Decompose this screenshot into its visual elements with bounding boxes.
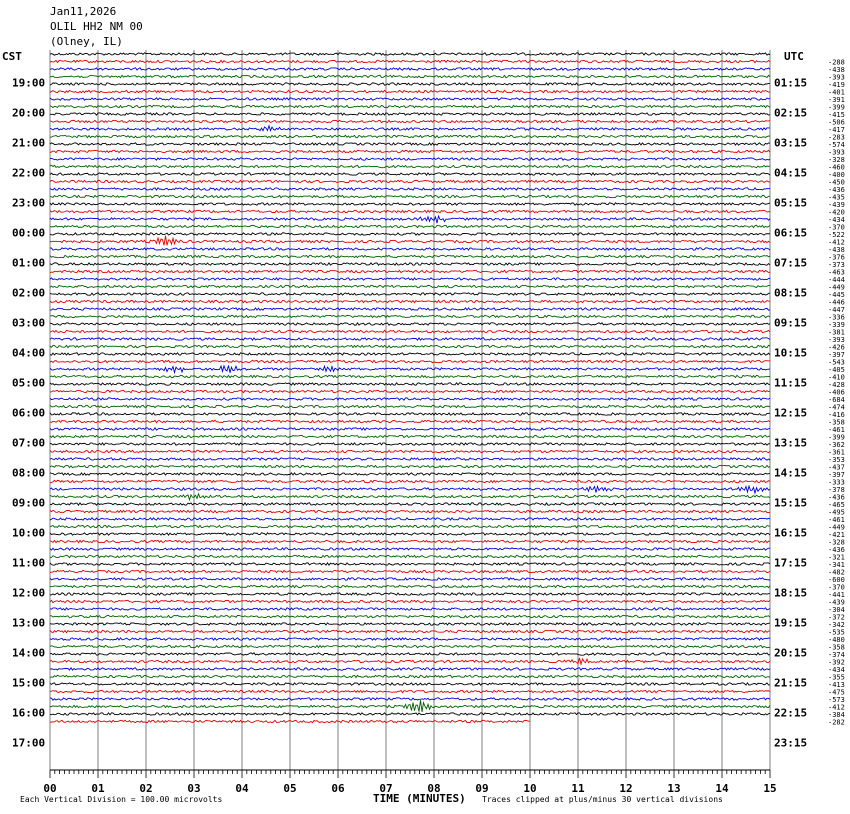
- trace-line: [50, 585, 770, 587]
- trace-value: -444: [828, 276, 845, 284]
- trace-value: -353: [828, 456, 845, 464]
- utc-hour-label: 17:15: [774, 556, 808, 570]
- utc-hour-label: 01:15: [774, 76, 808, 90]
- x-tick-label: 11: [571, 782, 585, 795]
- trace-value: -358: [828, 643, 845, 652]
- trace-line: [50, 675, 770, 677]
- x-tick-label: 02: [139, 782, 153, 795]
- trace-line: [50, 236, 770, 246]
- trace-line: [50, 623, 770, 625]
- trace-value: -419: [828, 81, 845, 89]
- trace-value: -399: [828, 103, 845, 112]
- trace-value: -372: [828, 613, 845, 622]
- trace-line: [50, 165, 770, 167]
- header-date: Jan11,2026: [50, 5, 117, 18]
- trace-line: [50, 450, 770, 452]
- trace-line: [50, 563, 770, 565]
- header-station: OLIL HH2 NM 00: [50, 20, 143, 33]
- trace-value: -684: [828, 396, 845, 404]
- trace-value: -417: [828, 126, 845, 134]
- utc-label: UTC: [784, 50, 804, 63]
- x-tick-label: 01: [91, 782, 105, 795]
- utc-hour-label: 12:15: [774, 406, 808, 420]
- cst-hour-label: 02:00: [12, 286, 46, 300]
- trace-line: [50, 285, 770, 287]
- utc-hour-label: 21:15: [774, 676, 808, 690]
- trace-value: -339: [828, 321, 845, 329]
- cst-hour-label: 20:00: [12, 106, 46, 120]
- trace-line: [50, 600, 770, 602]
- trace-line: [50, 210, 770, 212]
- trace-line: [50, 533, 770, 535]
- utc-hour-label: 08:15: [774, 286, 808, 300]
- trace-value: -393: [828, 148, 845, 157]
- trace-line: [50, 555, 770, 557]
- trace-value: -506: [828, 118, 845, 127]
- trace-value: -370: [828, 223, 845, 232]
- cst-hour-label: 19:00: [12, 76, 46, 90]
- trace-line: [50, 486, 770, 493]
- trace-value: -438: [828, 66, 845, 74]
- trace-value: -400: [828, 171, 845, 179]
- trace-value: -392: [828, 658, 845, 667]
- trace-line: [50, 465, 770, 467]
- cst-hour-label: 16:00: [12, 706, 46, 720]
- trace-line: [50, 398, 770, 400]
- utc-hour-label: 05:15: [774, 196, 808, 210]
- trace-line: [50, 323, 770, 325]
- utc-hour-label: 13:15: [774, 436, 808, 450]
- trace-value: -397: [828, 471, 845, 479]
- trace-value: -600: [828, 576, 845, 584]
- x-tick-label: 10: [523, 782, 537, 795]
- trace-line: [50, 360, 770, 362]
- trace-line: [50, 683, 770, 685]
- trace-value: -438: [828, 246, 845, 254]
- trace-line: [50, 458, 770, 460]
- cst-hour-label: 21:00: [12, 136, 46, 150]
- trace-value: -436: [828, 186, 845, 194]
- trace-value: -370: [828, 583, 845, 592]
- trace-line: [50, 510, 770, 512]
- utc-hour-label: 11:15: [774, 376, 808, 390]
- trace-line: [50, 158, 770, 160]
- trace-line: [50, 390, 770, 392]
- trace-value: -328: [828, 538, 845, 547]
- trace-value: -412: [828, 238, 845, 247]
- scale-note: Each Vertical Division = 100.00 microvolts: [20, 795, 223, 804]
- x-tick-label: 12: [619, 782, 633, 795]
- clip-note: Traces clipped at plus/minus 30 vertical divisions: [482, 795, 723, 804]
- trace-value: -449: [828, 283, 845, 292]
- cst-hour-label: 05:00: [12, 376, 46, 390]
- cst-hour-label: 09:00: [12, 496, 46, 510]
- trace-value: -405: [828, 366, 845, 374]
- trace-value: -406: [828, 388, 845, 397]
- trace-line: [50, 658, 770, 664]
- trace-value: -474: [828, 403, 845, 412]
- trace-value: -460: [828, 163, 845, 172]
- trace-value: -461: [828, 516, 845, 524]
- trace-line: [50, 113, 770, 115]
- trace-value: -374: [828, 651, 845, 659]
- utc-hour-label: 04:15: [774, 166, 808, 180]
- x-tick-label: 13: [667, 782, 681, 795]
- trace-value: -412: [828, 703, 845, 712]
- trace-line: [50, 405, 770, 407]
- trace-value: -435: [828, 193, 845, 202]
- cst-hour-label: 07:00: [12, 436, 46, 450]
- cst-hour-label: 14:00: [12, 646, 46, 660]
- trace-line: [50, 308, 770, 310]
- trace-line: [50, 700, 770, 712]
- x-tick-label: 08: [427, 782, 441, 795]
- trace-value: -574: [828, 141, 845, 149]
- trace-value: -288: [828, 58, 845, 67]
- cst-hour-label: 11:00: [12, 556, 46, 570]
- cst-hour-label: 03:00: [12, 316, 46, 330]
- trace-line: [50, 150, 770, 152]
- trace-line: [50, 203, 770, 205]
- trace-line: [50, 143, 770, 145]
- trace-value: -437: [828, 463, 845, 472]
- trace-line: [50, 503, 770, 505]
- trace-value: -397: [828, 351, 845, 359]
- trace-value: -463: [828, 268, 845, 277]
- trace-value: -426: [828, 343, 845, 352]
- trace-line: [50, 645, 770, 647]
- trace-value: -436: [828, 493, 845, 502]
- trace-line: [50, 615, 770, 617]
- trace-value: -362: [828, 441, 845, 449]
- trace-line: [50, 270, 770, 272]
- x-tick-label: 00: [43, 782, 57, 795]
- trace-line: [50, 248, 770, 250]
- trace-value: -381: [828, 328, 845, 337]
- trace-value: -441: [828, 591, 845, 599]
- trace-line: [50, 120, 770, 122]
- trace-line: [50, 525, 770, 527]
- trace-line: [50, 383, 770, 385]
- trace-value: -434: [828, 216, 845, 224]
- trace-line: [50, 83, 770, 85]
- trace-line: [50, 315, 770, 317]
- utc-hour-label: 10:15: [774, 346, 808, 360]
- trace-line: [50, 593, 770, 595]
- trace-line: [50, 75, 770, 77]
- trace-line: [50, 428, 770, 430]
- trace-value: -358: [828, 418, 845, 427]
- utc-hour-label: 09:15: [774, 316, 808, 330]
- trace-line: [50, 188, 770, 190]
- header-location: (Olney, IL): [50, 35, 123, 48]
- xaxis-title: TIME (MINUTES): [373, 792, 466, 805]
- utc-hour-label: 14:15: [774, 466, 808, 480]
- trace-line: [50, 98, 770, 100]
- trace-value: -399: [828, 433, 845, 442]
- trace-line: [50, 225, 770, 227]
- utc-hour-label: 15:15: [774, 496, 808, 510]
- trace-line: [50, 126, 770, 131]
- trace-value: -373: [828, 261, 845, 269]
- trace-line: [50, 366, 770, 373]
- trace-value: -543: [828, 358, 845, 367]
- cst-hour-label: 13:00: [12, 616, 46, 630]
- trace-line: [50, 548, 770, 550]
- trace-line: [50, 443, 770, 445]
- trace-value: -336: [828, 313, 845, 322]
- trace-value: -413: [828, 681, 845, 689]
- trace-value: -573: [828, 696, 845, 704]
- cst-hour-label: 22:00: [12, 166, 46, 180]
- trace-value: -439: [828, 598, 845, 607]
- x-tick-label: 06: [331, 782, 345, 795]
- trace-line: [50, 233, 770, 235]
- trace-line: [50, 653, 770, 655]
- utc-hour-label: 06:15: [774, 226, 808, 240]
- trace-line: [50, 293, 770, 295]
- trace-value: -361: [828, 448, 845, 457]
- cst-hour-label: 01:00: [12, 256, 46, 270]
- trace-line: [50, 518, 770, 520]
- trace-line: [50, 180, 770, 182]
- trace-value: -450: [828, 178, 845, 187]
- trace-value: -282: [828, 718, 845, 727]
- trace-value: -461: [828, 426, 845, 434]
- trace-line: [50, 255, 770, 257]
- cst-hour-label: 12:00: [12, 586, 46, 600]
- trace-value: -447: [828, 306, 845, 314]
- cst-hour-label: 17:00: [12, 736, 46, 750]
- trace-value: -393: [828, 336, 845, 344]
- trace-value: -434: [828, 666, 845, 674]
- x-tick-label: 14: [715, 782, 729, 795]
- trace-line: [50, 668, 770, 670]
- utc-hour-label: 18:15: [774, 586, 808, 600]
- utc-hour-label: 16:15: [774, 526, 808, 540]
- trace-line: [50, 578, 770, 580]
- trace-line: [50, 480, 770, 482]
- trace-line: [50, 698, 770, 700]
- trace-line: [50, 338, 770, 340]
- trace-value: -410: [828, 373, 845, 382]
- trace-line: [50, 713, 770, 715]
- utc-hour-label: 23:15: [774, 736, 808, 750]
- trace-line: [50, 263, 770, 265]
- utc-hour-label: 02:15: [774, 106, 808, 120]
- trace-value: -482: [828, 568, 845, 577]
- trace-line: [50, 435, 770, 437]
- cst-hour-label: 00:00: [12, 226, 46, 240]
- trace-value: -378: [828, 486, 845, 494]
- trace-value: -495: [828, 508, 845, 517]
- trace-line: [50, 68, 770, 70]
- x-tick-label: 15: [763, 782, 777, 795]
- trace-value: -421: [828, 531, 845, 539]
- trace-value: -439: [828, 201, 845, 209]
- trace-line: [50, 105, 770, 107]
- x-tick-label: 09: [475, 782, 489, 795]
- trace-value: -401: [828, 88, 845, 97]
- trace-line: [50, 173, 770, 175]
- utc-hour-label: 20:15: [774, 646, 808, 660]
- trace-value: -465: [828, 501, 845, 509]
- x-tick-label: 07: [379, 782, 393, 795]
- cst-hour-label: 10:00: [12, 526, 46, 540]
- cst-hour-label: 04:00: [12, 346, 46, 360]
- trace-line: [50, 473, 770, 475]
- x-tick-label: 04: [235, 782, 249, 795]
- cst-hour-label: 23:00: [12, 196, 46, 210]
- x-tick-label: 03: [187, 782, 201, 795]
- trace-value: -428: [828, 381, 845, 389]
- trace-value: -436: [828, 546, 845, 554]
- cst-hour-label: 08:00: [12, 466, 46, 480]
- trace-line: [50, 330, 770, 332]
- trace-line: [50, 540, 770, 542]
- seismic-traces: [50, 53, 770, 723]
- x-tick-label: 05: [283, 782, 297, 795]
- trace-line: [50, 608, 770, 610]
- trace-line: [50, 135, 770, 137]
- trace-value: -480: [828, 636, 845, 644]
- trace-value: -283: [828, 133, 845, 142]
- trace-line: [50, 60, 770, 62]
- cst-hour-label: 06:00: [12, 406, 46, 420]
- trace-value: -321: [828, 553, 845, 562]
- trace-value: -415: [828, 111, 845, 119]
- trace-line: [50, 570, 770, 572]
- trace-value: -355: [828, 673, 845, 682]
- utc-hour-label: 07:15: [774, 256, 808, 270]
- trace-line: [50, 375, 770, 377]
- trace-line: [50, 638, 770, 640]
- trace-line: [50, 630, 770, 632]
- trace-line: [50, 345, 770, 347]
- trace-line: [50, 195, 770, 197]
- trace-value: -416: [828, 411, 845, 419]
- trace-line: [50, 216, 770, 223]
- cst-hour-label: 15:00: [12, 676, 46, 690]
- trace-value: -420: [828, 208, 845, 217]
- trace-line: [50, 53, 770, 55]
- utc-hour-label: 22:15: [774, 706, 808, 720]
- trace-value: -341: [828, 561, 845, 569]
- trace-value: -445: [828, 291, 845, 299]
- trace-value: -391: [828, 96, 845, 104]
- utc-hour-label: 03:15: [774, 136, 808, 150]
- trace-value: -475: [828, 688, 845, 697]
- trace-value: -522: [828, 231, 845, 239]
- trace-line: [50, 494, 770, 500]
- trace-line: [50, 420, 770, 422]
- trace-line: [50, 353, 770, 355]
- trace-line: [50, 90, 770, 92]
- trace-line: [50, 690, 770, 692]
- trace-value: -342: [828, 621, 845, 629]
- utc-hour-label: 19:15: [774, 616, 808, 630]
- trace-value: -333: [828, 478, 845, 487]
- trace-value: -535: [828, 628, 845, 637]
- trace-value: -328: [828, 156, 845, 164]
- trace-line: [50, 278, 770, 280]
- trace-value: -304: [828, 606, 845, 614]
- cst-label: CST: [2, 50, 22, 63]
- trace-value: -376: [828, 253, 845, 262]
- trace-line: [50, 413, 770, 415]
- trace-value: -449: [828, 523, 845, 532]
- trace-value: -384: [828, 711, 845, 719]
- trace-value: -446: [828, 298, 845, 307]
- trace-line: [50, 300, 770, 302]
- trace-value: -393: [828, 73, 845, 82]
